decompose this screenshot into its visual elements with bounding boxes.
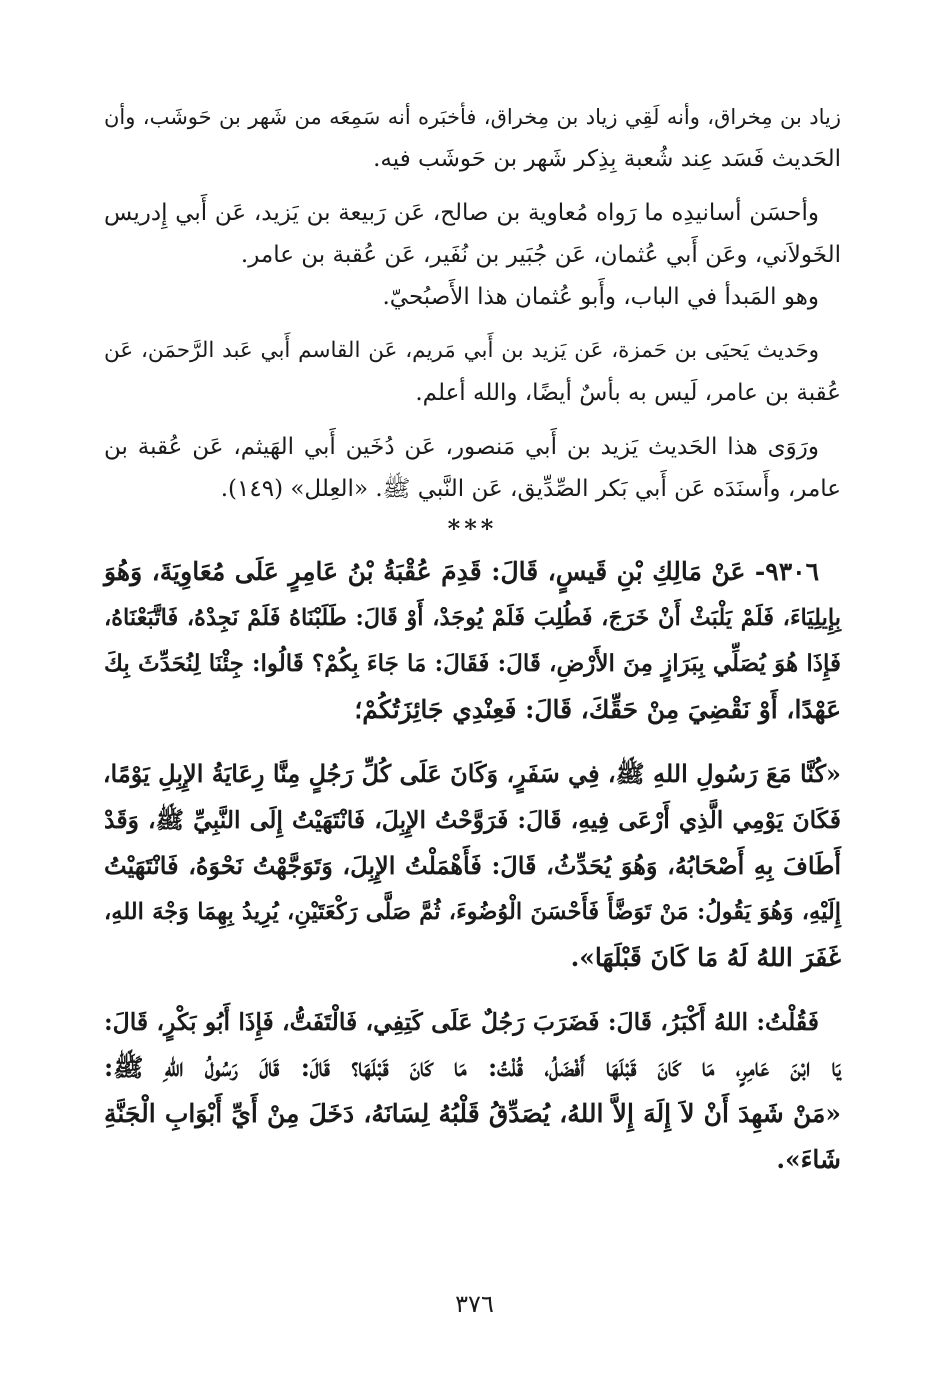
text-line: بِإِيلِيَاءَ، فَلَمْ يَلْبَثْ أَنْ خَرَجَ، فَطُلِبَ فَلَمْ يُوجَدْ، أَوْ قَالَ: طَلَبْنَاهُ فَلَمْ نَجِدْهُ، فَاتَّبَعْنَاهُ، xyxy=(104,605,841,631)
commentary-paragraph xyxy=(104,96,841,180)
text-line: عامر، وأَسنَدَه عَن أَبي بَكر الصِّدِّيق، عَن النَّبي ﷺ. «العِلل» (١٤٩). xyxy=(220,476,841,502)
text-line: أَطَافَ بِهِ أَصْحَابُهُ، وَهُوَ يُحَدِّثُ، قَالَ: فَأَهْمَلْتُ الإِبِلَ، وَتَوَجَّهْتُ نَحْوَهُ، فَانْتَهَيْتُ xyxy=(104,851,841,880)
text-line: غَفَرَ اللهُ لَهُ مَا كَانَ قَبْلَهَا». xyxy=(570,943,841,972)
text-line: «كُنَّا مَعَ رَسُولِ اللهِ ﷺ، فِي سَفَرٍ، وَكَانَ عَلَى كُلِّ رَجُلٍ مِنَّا رِعَايَةُ الإِبِلِ يَوْمًا، xyxy=(102,759,841,788)
section-separator: *** xyxy=(447,514,498,543)
hadith-paragraph xyxy=(104,549,841,733)
text-line: إِلَيْهِ، وَهُوَ يَقُولُ: مَنْ تَوَضَّأَ فَأَحْسَنَ الْوُضُوءَ، ثُمَّ صَلَّى رَكْعَتَيْنِ، يُرِيدُ بِهِمَا وَجْهَ اللهِ، xyxy=(104,899,841,925)
text-line: الخَولاَني، وعَن أَبي عُثمان، عَن جُبَير بن نُفَير، عَن عُقبة بن عامر. xyxy=(240,242,841,268)
commentary-section xyxy=(104,96,841,510)
hadith-paragraph xyxy=(104,751,841,981)
text-line: وأحسَن أسانيدِه ما رَواه مُعاوية بن صالح، عَن رَبيعة بن يَزيد، عَن أَبي إِدريس xyxy=(104,200,819,226)
text-line: ٩٣٠٦- عَنْ مَالِكِ بْنِ قَيسٍ، قَالَ: قَدِمَ عُقْبَةُ بْنُ عَامِرٍ عَلَى مُعَاوِيَةَ، وَهُوَ xyxy=(104,557,819,586)
text-line: عُقبة بن عامر، لَيس به بأسٌ أيضًا، والله أعلم. xyxy=(415,380,841,406)
commentary-paragraph xyxy=(104,192,841,276)
commentary-paragraph xyxy=(104,330,841,414)
text-line: شَاءَ». xyxy=(776,1145,841,1174)
page-number: ٣٧٦ xyxy=(455,1290,494,1318)
hadith-section xyxy=(104,549,841,1183)
text-line: الحَديث فَسَد عِند شُعبة بِذِكر شَهر بن حَوشَب فيه. xyxy=(373,146,841,172)
text-line: وحَديث يَحيَى بن حَمزة، عَن يَزيد بن أَبي مَريم، عَن القاسم أَبي عَبد الرَّحمَن، عَن xyxy=(104,338,819,363)
text-line: فَقُلْتُ: اللهُ أَكْبَرُ، قَالَ: فَضَرَبَ رَجُلٌ عَلَى كَتِفِي، فَالْتَفَتُّ، فَإِذَا أَبُو بَكْرٍ، قَالَ: xyxy=(104,1008,819,1036)
commentary-paragraph xyxy=(104,276,841,318)
text-line: عَهْدًا، أَوْ نَقْضِيَ مِنْ حَقِّكَ، قَالَ: فَعِنْدِي جَائِزَتُكُمْ؛ xyxy=(354,695,841,724)
text-line: فَكَانَ يَوْمِي الَّذِي أَرْعَى فِيهِ، قَالَ: فَرَوَّحْتُ الإِبِلَ، فَانْتَهَيْتُ إِلَى النَّبِيِّ ﷺ، وَقَدْ xyxy=(104,806,841,834)
text-line: يَا ابْنَ عَامِرٍ، مَا كَانَ قَبْلَهَا أَفْضَلُ، قُلْتُ: مَا كَانَ قَبْلَهَا؟ قَالَ: قَالَ رَسُولُ اللهِ ﷺ: xyxy=(104,1053,841,1082)
text-line: وهو المَبدأ في الباب، وأَبو عُثمان هذا الأَصبُحيّ. xyxy=(382,284,819,310)
text-line: ورَوَى هذا الحَديث يَزيد بن أَبي مَنصور، عَن دُخَين أَبي الهَيثم، عَن عُقبة بن xyxy=(104,434,819,460)
text-line: زياد بن مِخراق، وأنه لَقِي زياد بن مِخراق، فأخبَره أنه سَمِعَه من شَهر بن حَوشَب، وأن xyxy=(104,105,841,129)
text-line: فَإِذَا هُوَ يُصَلِّي بِبَرَازٍ مِنَ الأَرْضِ، قَالَ: فَقَالَ: مَا جَاءَ بِكُمْ؟ قَالُوا: جِئْنَا لِنُحَدِّثَ بِكَ xyxy=(104,650,841,677)
text-line: «مَنْ شَهِدَ أَنْ لاَ إِلَهَ إِلاَّ اللهُ، يُصَدِّقُ قَلْبُهُ لِسَانَهُ، دَخَلَ مِنْ أَيِّ أَبْوَابِ الْجَنَّةِ xyxy=(104,1099,841,1128)
hadith-paragraph xyxy=(104,999,841,1183)
commentary-paragraph xyxy=(104,426,841,510)
